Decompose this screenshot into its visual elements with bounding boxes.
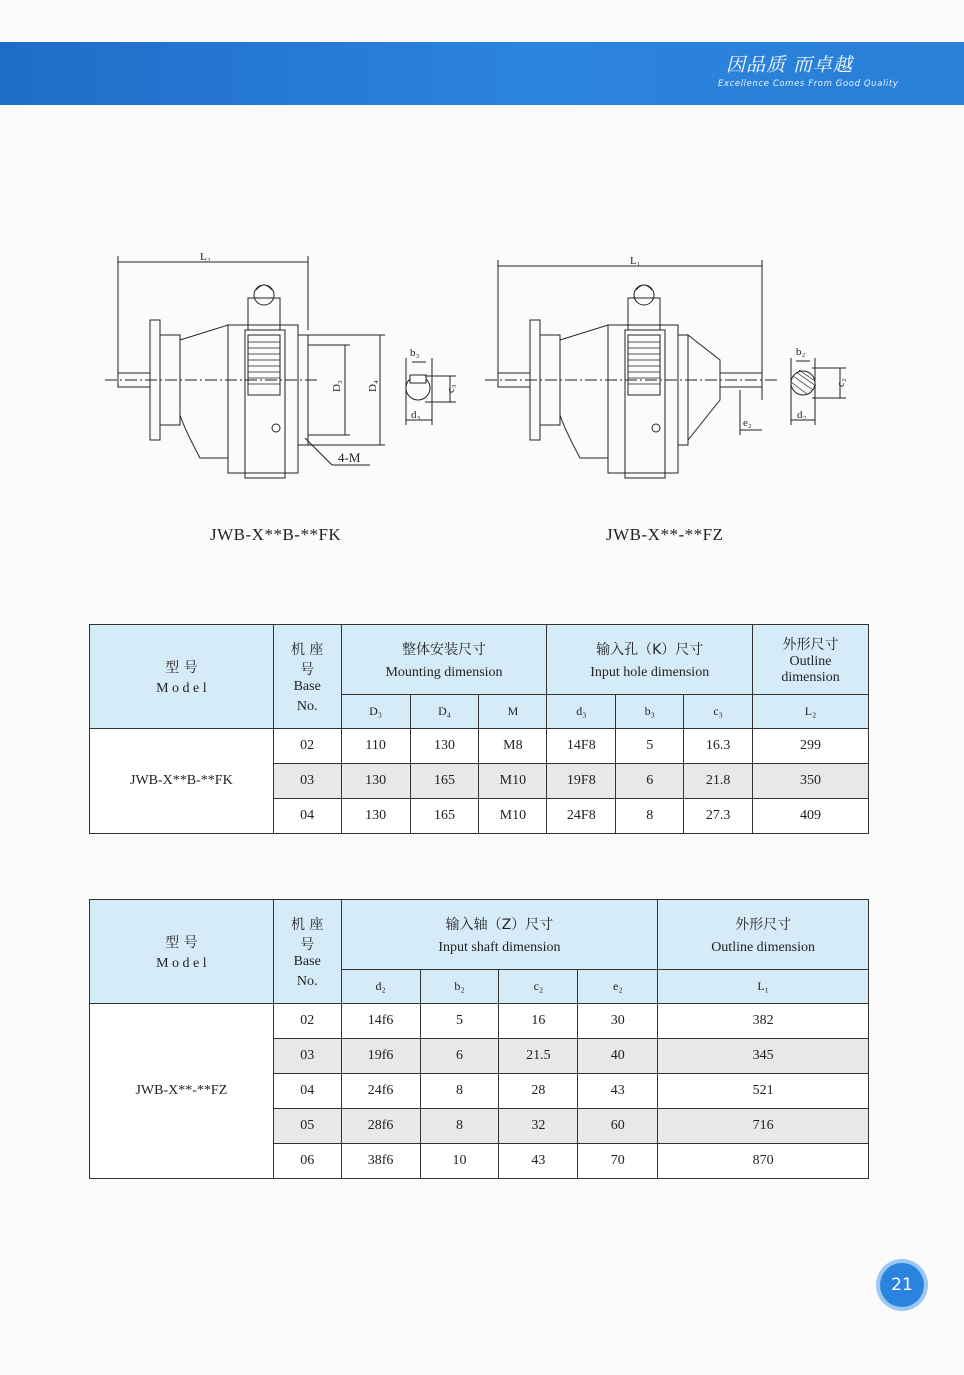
col-L2: L₂ bbox=[753, 695, 869, 729]
fz-b-label: b₂ bbox=[796, 346, 806, 358]
table-cell: 110 bbox=[341, 729, 410, 764]
table-cell: 5 bbox=[420, 1004, 499, 1039]
table-cell: 521 bbox=[658, 1074, 869, 1109]
table-cell: 24F8 bbox=[547, 799, 616, 834]
fz-e-label: e₂ bbox=[743, 417, 752, 429]
col-d3: d₃ bbox=[547, 695, 616, 729]
table-cell: 19f6 bbox=[341, 1039, 420, 1074]
table-cell: 8 bbox=[420, 1109, 499, 1144]
table-cell: 60 bbox=[578, 1109, 658, 1144]
col-L1: L₁ bbox=[658, 970, 869, 1004]
table-cell: 345 bbox=[658, 1039, 869, 1074]
technical-drawings bbox=[100, 240, 860, 480]
col-D3: D₃ bbox=[341, 695, 410, 729]
table-cell: 04 bbox=[273, 1074, 341, 1109]
input-shaft-header: 输入轴（Z）尺寸 Input shaft dimension bbox=[341, 900, 658, 970]
table-cell: 130 bbox=[341, 764, 410, 799]
table-cell: 382 bbox=[658, 1004, 869, 1039]
table-row bbox=[90, 729, 869, 764]
caption-fz: JWB-X**-**FZ bbox=[606, 525, 724, 544]
caption-fk: JWB-X**B-**FK bbox=[210, 525, 342, 544]
table-cell: 38f6 bbox=[341, 1144, 420, 1179]
col-c2: c₂ bbox=[499, 970, 578, 1004]
table-cell: 350 bbox=[753, 764, 869, 799]
table-cell: 14f6 bbox=[341, 1004, 420, 1039]
table-cell: 40 bbox=[578, 1039, 658, 1074]
table-cell: M10 bbox=[479, 764, 547, 799]
table-cell: 130 bbox=[341, 799, 410, 834]
table-cell: 27.3 bbox=[684, 799, 753, 834]
table-fz bbox=[89, 899, 869, 1179]
table-cell: 06 bbox=[273, 1144, 341, 1179]
table-cell: 14F8 bbox=[547, 729, 616, 764]
table-cell: 19F8 bbox=[547, 764, 616, 799]
table-cell: 03 bbox=[273, 1039, 341, 1074]
mounting-header: 整体安装尺寸 Mounting dimension bbox=[341, 625, 547, 695]
outline-header: 外形尺寸 Outline dimension bbox=[658, 900, 869, 970]
col-d2: d₂ bbox=[341, 970, 420, 1004]
col-c3: c₃ bbox=[684, 695, 753, 729]
table-cell: 8 bbox=[420, 1074, 499, 1109]
table-cell: 16 bbox=[499, 1004, 578, 1039]
fz-d-label: d₂ bbox=[797, 409, 807, 421]
outline-header: 外形尺寸 Outline dimension bbox=[753, 625, 869, 695]
model-cell: JWB-X**B-**FK bbox=[90, 729, 274, 834]
table-cell: 870 bbox=[658, 1144, 869, 1179]
base-header: 机 座 号 Base No. bbox=[273, 900, 341, 1004]
fk-L-label: L₂ bbox=[200, 251, 211, 263]
header-slogan-cn: 因品质 而卓越 bbox=[726, 54, 854, 76]
col-b2: b₂ bbox=[420, 970, 499, 1004]
table-cell: 43 bbox=[578, 1074, 658, 1109]
table-cell: 02 bbox=[273, 729, 341, 764]
fk-M-label: 4-M bbox=[338, 450, 361, 465]
table-cell: 30 bbox=[578, 1004, 658, 1039]
table-cell: 10 bbox=[420, 1144, 499, 1179]
input-hole-header: 输入孔（K）尺寸 Input hole dimension bbox=[547, 625, 753, 695]
fz-c-label: c₂ bbox=[835, 378, 847, 387]
table-cell: M10 bbox=[479, 799, 547, 834]
table-cell: 21.5 bbox=[499, 1039, 578, 1074]
table-cell: 02 bbox=[273, 1004, 341, 1039]
table-cell: 43 bbox=[499, 1144, 578, 1179]
table-cell: 299 bbox=[753, 729, 869, 764]
table-cell: 05 bbox=[273, 1109, 341, 1144]
col-e2: e₂ bbox=[578, 970, 658, 1004]
base-header: 机 座 号 Base No. bbox=[273, 625, 341, 729]
table-cell: 04 bbox=[273, 799, 341, 834]
table-cell: 165 bbox=[410, 799, 479, 834]
table-cell: 8 bbox=[616, 799, 684, 834]
table-cell: 32 bbox=[499, 1109, 578, 1144]
fz-L-label: L₁ bbox=[630, 255, 641, 267]
col-D4: D₄ bbox=[410, 695, 479, 729]
model-header: 型 号 M o d e l bbox=[90, 900, 274, 1004]
model-cell: JWB-X**-**FZ bbox=[90, 1004, 274, 1179]
table-cell: 6 bbox=[616, 764, 684, 799]
header-slogan-en: Excellence Comes From Good Quality bbox=[718, 79, 899, 89]
drawing-fz bbox=[485, 255, 847, 478]
table-cell: 165 bbox=[410, 764, 479, 799]
fk-d-label: d₃ bbox=[411, 409, 421, 421]
table-cell: 716 bbox=[658, 1109, 869, 1144]
col-M: M bbox=[479, 695, 547, 729]
fk-D3-label: D₃ bbox=[331, 380, 343, 392]
table-cell: 21.8 bbox=[684, 764, 753, 799]
table-row bbox=[90, 1004, 869, 1039]
page-number: 21 bbox=[880, 1263, 924, 1307]
table-cell: M8 bbox=[479, 729, 547, 764]
table-cell: 409 bbox=[753, 799, 869, 834]
table-cell: 6 bbox=[420, 1039, 499, 1074]
fk-D4-label: D₄ bbox=[367, 380, 379, 392]
table-cell: 130 bbox=[410, 729, 479, 764]
table-cell: 5 bbox=[616, 729, 684, 764]
table-cell: 70 bbox=[578, 1144, 658, 1179]
model-header: 型 号 M o d e l bbox=[90, 625, 274, 729]
table-cell: 24f6 bbox=[341, 1074, 420, 1109]
fk-c-label: c₃ bbox=[445, 384, 457, 393]
table-cell: 16.3 bbox=[684, 729, 753, 764]
table-fk bbox=[89, 624, 869, 834]
table-cell: 03 bbox=[273, 764, 341, 799]
table-cell: 28f6 bbox=[341, 1109, 420, 1144]
col-b3: b₃ bbox=[616, 695, 684, 729]
drawing-fk bbox=[105, 251, 457, 478]
table-cell: 28 bbox=[499, 1074, 578, 1109]
fk-b-label: b₃ bbox=[410, 347, 420, 359]
